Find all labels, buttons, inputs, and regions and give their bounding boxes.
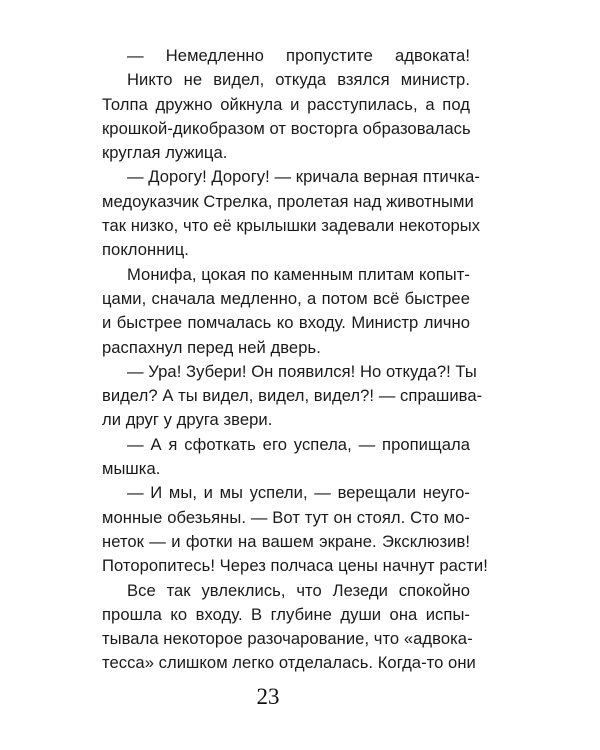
- text-line: монные обезьяны. — Вот тут он стоял. Сто мо-: [102, 507, 470, 527]
- text-line: — Ура! Зубери! Он появился! Но откуда?! Ты: [127, 361, 477, 381]
- text-line: цами, сначала медленно, а потом всё быстрее: [102, 288, 470, 308]
- text-line: прошла ко входу. В глубине души она испы-: [102, 604, 470, 624]
- text-line: Монифа, цокая по каменным плитам копыт-: [127, 264, 470, 284]
- text-line: мышка.: [102, 459, 161, 479]
- text-line: так низко, что её крылышки задевали некоторых: [102, 216, 481, 236]
- text-line: круглая лужица.: [102, 143, 228, 163]
- text-line: неток — и фотки на вашем экране. Эксклюзив!: [102, 531, 470, 551]
- text-line: ли друг у друга звери.: [102, 410, 273, 430]
- text-line: поклонниц.: [102, 240, 189, 260]
- text-line: крошкой-дикобразом от восторга образовалась: [102, 118, 471, 138]
- text-line: видел? А ты видел, видел, видел?! — спрашива-: [102, 386, 483, 406]
- text-line: медоуказчик Стрелка, пролетая над животными: [102, 191, 474, 211]
- body-text: [102, 44, 488, 676]
- text-line: тывала некоторое разочарование, что «адвока-: [102, 629, 473, 649]
- text-line: — А я сфоткать его успела, — пропищала: [127, 434, 470, 454]
- text-line: тесса» слишком легко отделалась. Когда-то они: [102, 653, 476, 673]
- text-line: распахнул перед ней дверь.: [102, 337, 321, 357]
- text-line: Все так увлеклись, что Лезеди спокойно: [127, 580, 470, 600]
- text-line: — И мы, и мы успели, — верещали неуго-: [127, 483, 470, 503]
- text-line: — Немедленно пропустите адвоката!: [127, 46, 470, 65]
- page-number: 23: [256, 684, 280, 709]
- text-line: и быстрее помчалась ко входу. Министр лично: [102, 313, 470, 333]
- text-line: — Дорогу! Дорогу! — кричала верная птичка-: [127, 167, 480, 187]
- text-line: Никто не видел, откуда взялся министр.: [127, 70, 470, 90]
- text-line: Поторопитесь! Через полчаса цены начнут расти!: [102, 556, 488, 576]
- text-line: Толпа дружно ойкнула и расступилась, а под: [102, 94, 470, 114]
